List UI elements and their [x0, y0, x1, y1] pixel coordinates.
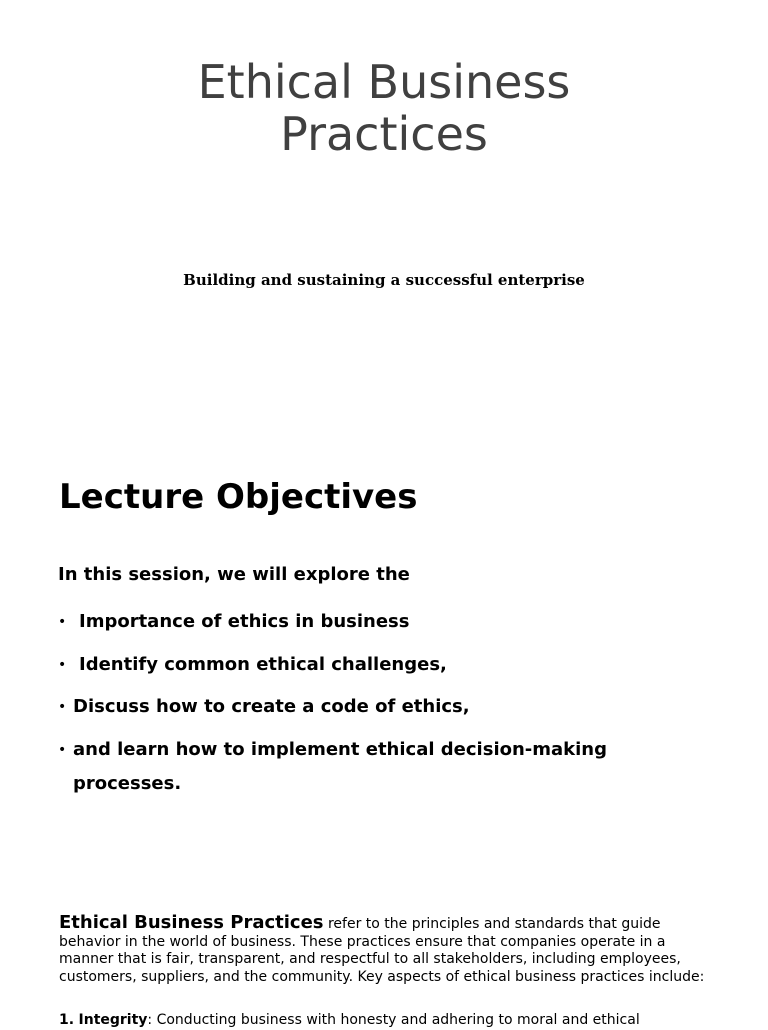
slide-title-line-2: Practices [280, 107, 488, 161]
objectives-list [58, 605, 698, 801]
bullet-icon: • [58, 741, 67, 758]
objectives-heading: Lecture Objectives [59, 477, 418, 517]
aspect-number: 1. [59, 1012, 75, 1028]
bullet-icon: • [58, 699, 67, 715]
slide-title-line-1: Ethical Business [197, 55, 571, 109]
slide-subtitle: Building and sustaining a successful enterprise [183, 271, 585, 289]
bullet-icon: • [58, 614, 67, 630]
list-item-text: Importance of ethics in business [79, 611, 410, 632]
definition-paragraph [59, 914, 709, 986]
aspect-term: Integrity [78, 1012, 148, 1028]
definition-lead: Ethical Business Practices [59, 912, 324, 933]
list-item [58, 605, 698, 639]
definition-body: refer to the principles and standards that guide behavior in the world of business. These practices ensure that companies operate in a manner that is fair, transparent, and respectful to all stakeholders, including employees, customers, suppliers, and the community. Key aspects of ethical business practices include: [59, 916, 705, 985]
slide-title [0, 56, 768, 160]
list-item [58, 648, 698, 682]
list-item [59, 1012, 709, 1030]
list-item [58, 733, 698, 801]
list-item-text: Discuss how to create a code of ethics, [73, 696, 470, 717]
list-item-text: Identify common ethical challenges, [79, 653, 447, 675]
aspect-text: : Conducting business with honesty and adhering to moral and ethical [147, 1012, 640, 1028]
objectives-intro: In this session, we will explore the [58, 564, 410, 585]
objectives-block [58, 562, 698, 809]
list-item-text: and learn how to implement ethical decision-making processes. [73, 738, 608, 794]
list-item [58, 690, 698, 724]
bullet-icon: • [58, 656, 67, 673]
aspects-list [59, 1012, 709, 1030]
